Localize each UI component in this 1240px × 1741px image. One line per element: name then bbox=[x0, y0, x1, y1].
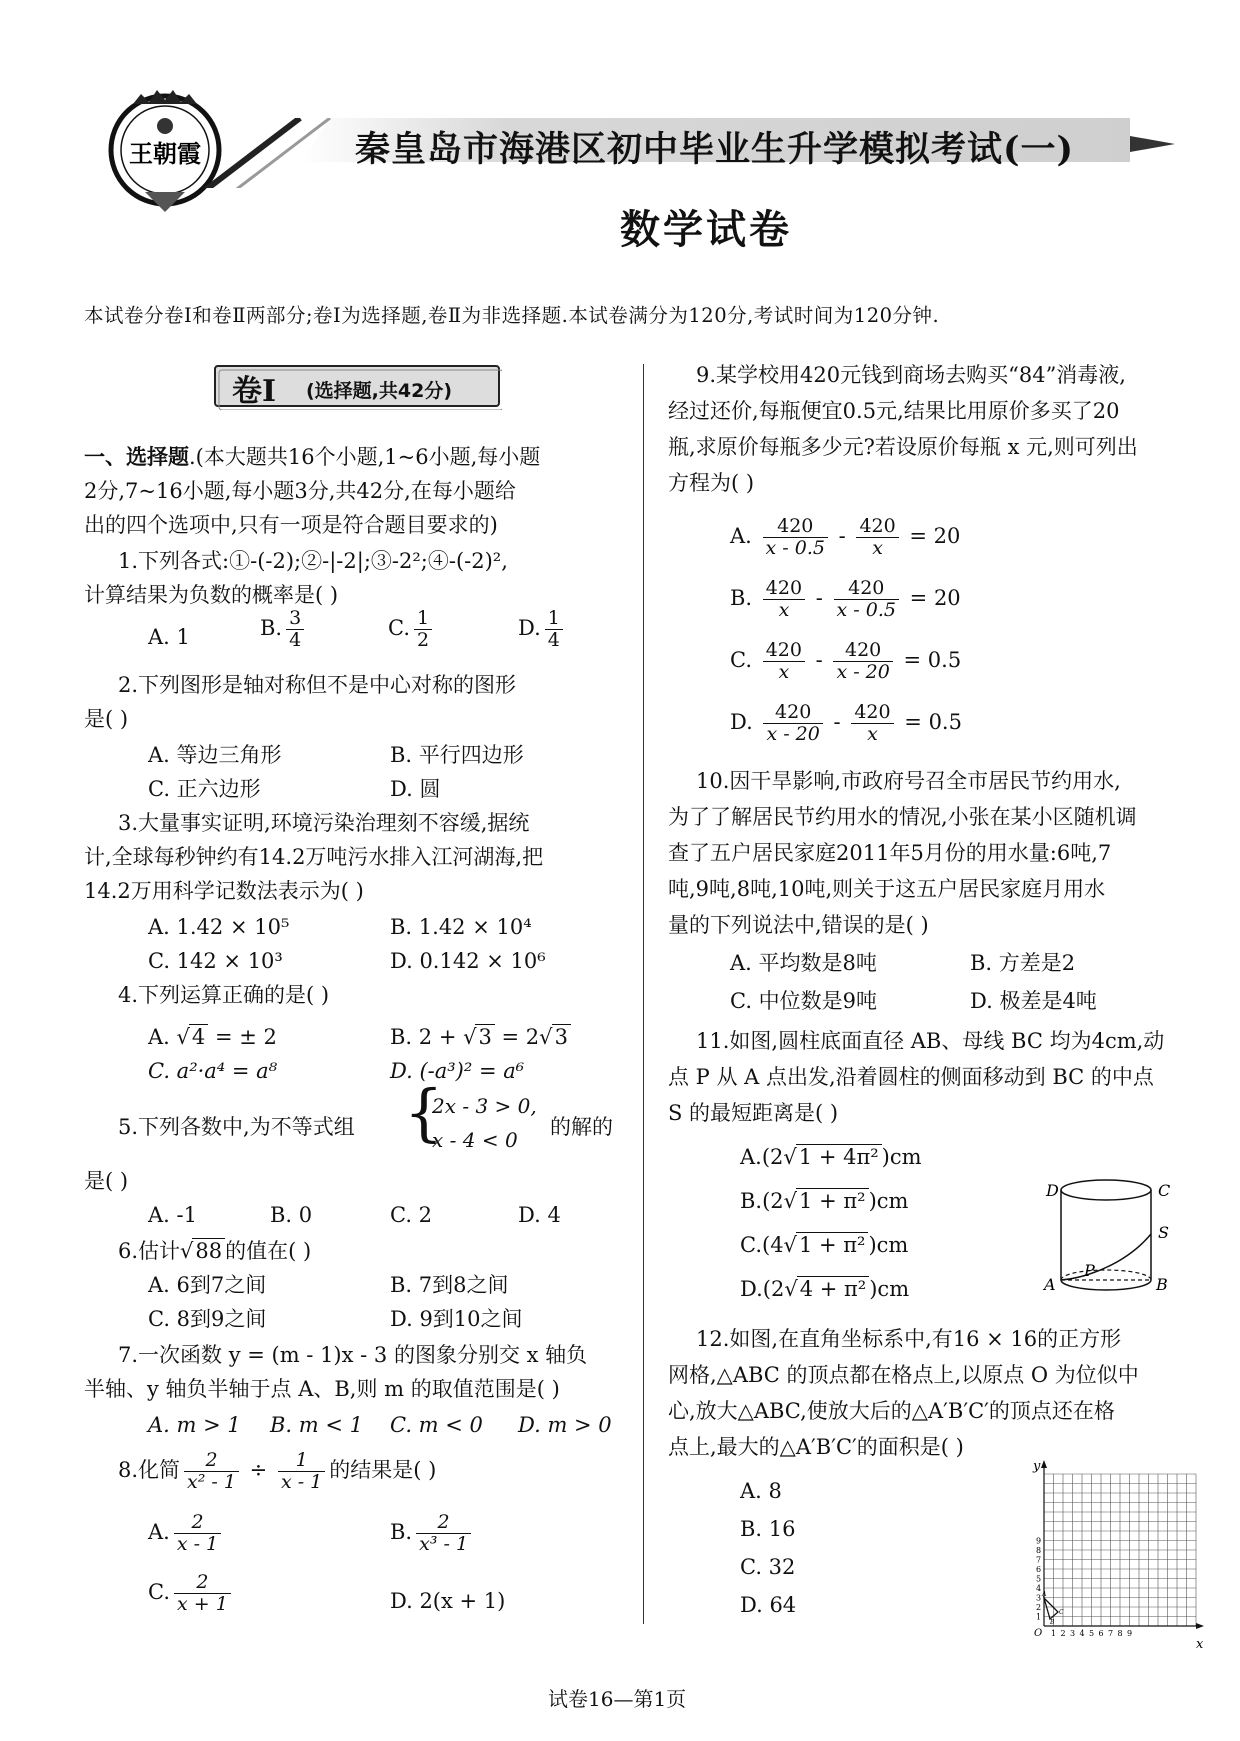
q8-c-label: C. bbox=[148, 1579, 170, 1604]
q11-line2: 点 P 从 A 点出发,沿着圆柱的侧面移动到 BC 的中点 bbox=[668, 1065, 1154, 1089]
q1-option-a[interactable]: A. 1 bbox=[148, 625, 190, 649]
vertex-b-label: B bbox=[1050, 1619, 1055, 1626]
q11-d-post: )cm bbox=[869, 1277, 910, 1301]
q9-a-rhs: = 20 bbox=[909, 523, 961, 548]
q9-a-n1: 420 bbox=[763, 516, 828, 538]
triangle-abc bbox=[1044, 1598, 1058, 1619]
q8-b-fraction bbox=[416, 1512, 471, 1555]
q12-line1: 12.如图,在直角坐标系中,有16 × 16的正方形 bbox=[696, 1327, 1122, 1351]
svg-text:王朝霞: 王朝霞 bbox=[129, 139, 201, 168]
q11-b-post: )cm bbox=[868, 1189, 909, 1213]
q4-b-mid: = 2√ bbox=[494, 1025, 553, 1049]
label-d: D bbox=[1046, 1181, 1059, 1200]
q7-option-d[interactable]: D. m > 0 bbox=[518, 1413, 612, 1437]
q11-option-d[interactable] bbox=[740, 1272, 909, 1306]
q12-option-a[interactable]: A. 8 bbox=[740, 1479, 782, 1503]
q9-a-n2: 420 bbox=[856, 516, 898, 538]
q8-line1 bbox=[118, 1450, 436, 1493]
q9-option-c[interactable] bbox=[730, 640, 961, 683]
q8-a-num: 2 bbox=[174, 1512, 221, 1534]
label-b: B bbox=[1156, 1275, 1168, 1294]
q1-d-num: 1 bbox=[545, 608, 563, 630]
q9-d-frac-1 bbox=[763, 702, 822, 745]
q4-b-radicand-2: 3 bbox=[552, 1024, 571, 1049]
q9-a-frac-1 bbox=[763, 516, 828, 559]
q6-option-a[interactable]: A. 6到7之间 bbox=[148, 1273, 267, 1297]
q10-line1: 10.因干旱影响,市政府号召全市居民节约用水, bbox=[696, 769, 1121, 793]
q9-c-d2: x - 20 bbox=[836, 660, 890, 683]
q9-option-a[interactable] bbox=[730, 516, 960, 559]
q11-a-radicand: 1 + 4π² bbox=[796, 1144, 882, 1169]
vertex-c-label: C bbox=[1059, 1609, 1064, 1616]
q9-a-minus: - bbox=[838, 523, 846, 548]
q8-f2-den: x - 1 bbox=[280, 1470, 323, 1493]
y-tick-label: 9 bbox=[1036, 1536, 1042, 1546]
q9-d-n1: 420 bbox=[763, 702, 822, 724]
origin-label: O bbox=[1034, 1628, 1043, 1639]
part-one-desc-3: 出的四个选项中,只有一项是符合题目要求的) bbox=[84, 513, 498, 537]
label-a: A bbox=[1044, 1275, 1056, 1294]
q8-a-den: x - 1 bbox=[176, 1532, 219, 1555]
x-tick-label: 2 bbox=[1060, 1629, 1066, 1638]
q12-line3: 心,放大△ABC,使放大后的△A′B′C′的顶点还在格 bbox=[668, 1399, 1115, 1423]
q8-c-den: x + 1 bbox=[177, 1592, 228, 1615]
q1-b-label: B. bbox=[260, 615, 283, 640]
q11-a-pre: A.(2√ bbox=[740, 1145, 797, 1169]
q9-c-n1: 420 bbox=[763, 640, 805, 662]
q1-c-fraction bbox=[414, 608, 432, 651]
page-footer: 试卷16—第1页 bbox=[548, 1687, 687, 1711]
q9-line1: 9.某学校用420元钱到商场去购买“84”消毒液, bbox=[696, 363, 1126, 387]
q2-option-a[interactable]: A. 等边三角形 bbox=[148, 743, 282, 767]
q4-a-post: = ± 2 bbox=[208, 1025, 277, 1049]
grid-lines bbox=[1044, 1474, 1196, 1626]
paper-title: 数学试卷 bbox=[620, 207, 792, 253]
q8-post: 的结果是( ) bbox=[329, 1457, 437, 1482]
x-tick-label: 3 bbox=[1070, 1629, 1076, 1638]
y-tick-label: 5 bbox=[1036, 1574, 1042, 1584]
q11-option-b[interactable] bbox=[740, 1184, 908, 1218]
q8-b-label: B. bbox=[390, 1519, 413, 1544]
q8-f2-num: 1 bbox=[278, 1450, 325, 1472]
q11-option-c[interactable] bbox=[740, 1228, 908, 1262]
q9-a-frac-2 bbox=[856, 516, 898, 559]
q9-line3: 瓶,求原价每瓶多少元?若设原价每瓶 x 元,则可列出 bbox=[668, 435, 1138, 459]
q9-option-b[interactable] bbox=[730, 578, 961, 621]
q6-radicand: 88 bbox=[192, 1238, 225, 1263]
x-tick-label: 6 bbox=[1098, 1629, 1104, 1638]
y-tick-label: 7 bbox=[1036, 1555, 1042, 1565]
exam-title: 秦皇岛市海港区初中毕业生升学模拟考试(一) bbox=[355, 129, 1075, 170]
label-c: C bbox=[1158, 1181, 1171, 1200]
q9-c-rhs: = 0.5 bbox=[903, 647, 962, 672]
q9-b-rhs: = 20 bbox=[909, 585, 961, 610]
q2-option-c[interactable]: C. 正六边形 bbox=[148, 777, 261, 801]
q1-option-c[interactable] bbox=[388, 608, 436, 651]
q1-line2: 计算结果为负数的概率是( ) bbox=[84, 583, 339, 607]
q4-a-pre: A. √ bbox=[148, 1025, 190, 1049]
q5-ineq-1: 2x - 3 > 0, bbox=[432, 1094, 537, 1118]
y-tick-labels bbox=[1036, 1537, 1041, 1622]
q6-option-c[interactable]: C. 8到9之间 bbox=[148, 1307, 267, 1331]
q1-c-num: 1 bbox=[414, 608, 432, 630]
q4-a-radicand: 4 bbox=[189, 1024, 208, 1049]
q2-line2: 是( ) bbox=[84, 707, 129, 731]
q8-fraction-1 bbox=[184, 1450, 239, 1493]
q1-b-fraction bbox=[286, 608, 304, 651]
q9-d-d2: x bbox=[867, 722, 878, 745]
q5-line1: 5.下列各数中,为不等式组 bbox=[118, 1115, 355, 1139]
coordinate-grid-figure bbox=[1028, 1458, 1208, 1658]
x-tick-labels bbox=[1051, 1629, 1132, 1638]
q9-b-frac-2 bbox=[834, 578, 899, 621]
label-s: S bbox=[1158, 1223, 1169, 1242]
q10-option-d[interactable]: D. 极差是4吨 bbox=[970, 989, 1097, 1013]
q9-d-frac-2 bbox=[851, 702, 893, 745]
x-tick-label: 7 bbox=[1108, 1629, 1114, 1638]
q9-a-d2: x bbox=[872, 536, 883, 559]
q8-b-den: x³ - 1 bbox=[419, 1532, 469, 1555]
x-tick-label: 1 bbox=[1051, 1629, 1057, 1638]
y-tick-label: 4 bbox=[1036, 1584, 1042, 1593]
q8-option-d[interactable]: D. 2(x + 1) bbox=[390, 1589, 506, 1613]
q11-a-post: )cm bbox=[881, 1145, 922, 1169]
q9-d-n2: 420 bbox=[851, 702, 893, 724]
right-column bbox=[668, 0, 1208, 1741]
x-tick-label: 4 bbox=[1079, 1629, 1085, 1638]
q8-divide: ÷ bbox=[249, 1457, 268, 1482]
q2-line1: 2.下列图形是轴对称但不是中心对称的图形 bbox=[118, 673, 517, 697]
q1-b-den: 4 bbox=[289, 628, 302, 651]
q8-option-a[interactable] bbox=[148, 1512, 225, 1555]
q12-line2: 网格,△ABC 的顶点都在格点上,以原点 O 为位似中 bbox=[668, 1363, 1139, 1387]
q8-a-fraction bbox=[174, 1512, 221, 1555]
part-one-heading: 一、选择题 bbox=[84, 444, 189, 469]
cylinder-figure bbox=[1036, 1174, 1186, 1304]
q7-line1: 7.一次函数 y = (m - 1)x - 3 的图象分别交 x 轴负 bbox=[118, 1343, 588, 1367]
q9-b-label: B. bbox=[730, 585, 753, 610]
section-name: 卷Ⅰ bbox=[232, 374, 277, 409]
q11-d-radicand: 4 + π² bbox=[797, 1276, 870, 1301]
q8-f1-num: 2 bbox=[184, 1450, 239, 1472]
x-tick-label: 5 bbox=[1089, 1629, 1095, 1638]
exam-instructions: 本试卷分卷Ⅰ和卷Ⅱ两部分;卷Ⅰ为选择题,卷Ⅱ为非选择题.本试卷满分为120分,考试时间为120分钟. bbox=[84, 304, 940, 327]
q4-b-pre: B. 2 + √ bbox=[390, 1025, 477, 1049]
q9-b-frac-1 bbox=[763, 578, 805, 621]
q9-d-label: D. bbox=[730, 709, 753, 734]
q11-d-pre: D.(2√ bbox=[740, 1277, 798, 1301]
q1-b-num: 3 bbox=[286, 608, 304, 630]
q9-c-minus: - bbox=[815, 647, 823, 672]
q11-c-pre: C.(4√ bbox=[740, 1233, 797, 1257]
q1-option-d[interactable] bbox=[518, 608, 567, 651]
part-one-desc-2: 2分,7~16小题,每小题3分,共42分,在每小题给 bbox=[84, 479, 516, 503]
q8-b-num: 2 bbox=[416, 1512, 471, 1534]
q3-line1: 3.大量事实证明,环境污染治理刻不容缓,据统 bbox=[118, 811, 530, 835]
q6-post: 的值在( ) bbox=[225, 1239, 312, 1263]
cylinder-top bbox=[1061, 1180, 1151, 1200]
y-tick-label: 2 bbox=[1036, 1603, 1042, 1612]
q10-line5: 量的下列说法中,错误的是( ) bbox=[668, 913, 929, 937]
y-tick-label: 3 bbox=[1036, 1593, 1042, 1603]
q8-a-label: A. bbox=[148, 1519, 170, 1544]
y-axis-arrow bbox=[1041, 1460, 1047, 1468]
q9-option-d[interactable] bbox=[730, 702, 962, 745]
x-axis-arrow bbox=[1196, 1623, 1204, 1629]
y-tick-label: 1 bbox=[1036, 1612, 1042, 1622]
q5-option-d[interactable]: D. 4 bbox=[518, 1203, 561, 1227]
q6-option-b[interactable]: B. 7到8之间 bbox=[390, 1273, 509, 1297]
q11-c-post: )cm bbox=[868, 1233, 909, 1257]
q11-line1: 11.如图,圆柱底面直径 AB、母线 BC 均为4cm,动 bbox=[696, 1029, 1165, 1053]
q1-option-b[interactable] bbox=[260, 608, 308, 651]
q9-d-rhs: = 0.5 bbox=[904, 709, 962, 734]
q12-option-d[interactable]: D. 64 bbox=[740, 1593, 797, 1617]
q1-line1: 1.下列各式:①-(-2);②-|-2|;③-2²;④-(-2)², bbox=[118, 549, 508, 573]
q11-b-radicand: 1 + π² bbox=[796, 1188, 869, 1213]
column-divider bbox=[643, 364, 644, 1624]
q9-b-d2: x - 0.5 bbox=[836, 598, 896, 621]
q1-d-den: 4 bbox=[547, 628, 560, 651]
q9-d-minus: - bbox=[833, 709, 841, 734]
q7-option-a[interactable]: A. m > 1 bbox=[148, 1413, 241, 1437]
q4-option-d[interactable]: D. (-a³)² = a⁶ bbox=[390, 1059, 525, 1083]
q9-c-d1: x bbox=[778, 660, 790, 683]
y-axis-label: y bbox=[1033, 1459, 1041, 1474]
q8-c-num: 2 bbox=[174, 1572, 231, 1594]
y-tick-label: 6 bbox=[1036, 1565, 1042, 1574]
q5-line2: 是( ) bbox=[84, 1169, 129, 1193]
q9-a-d1: x - 0.5 bbox=[765, 536, 825, 559]
q9-c-label: C. bbox=[730, 647, 752, 672]
part-one-intro bbox=[84, 440, 540, 474]
q2-option-d[interactable]: D. 圆 bbox=[390, 777, 441, 801]
q9-line2: 经过还价,每瓶便宜0.5元,结果比用原价多买了20 bbox=[668, 399, 1120, 423]
q4-option-c[interactable]: C. a²·a⁴ = a⁸ bbox=[148, 1059, 278, 1083]
q8-option-b[interactable] bbox=[390, 1512, 475, 1555]
q9-a-label: A. bbox=[730, 523, 752, 548]
q6-option-d[interactable]: D. 9到10之间 bbox=[390, 1307, 523, 1331]
part-one-desc-1: .(本大题共16个小题,1~6小题,每小题 bbox=[189, 445, 541, 469]
q9-b-d1: x bbox=[778, 598, 790, 621]
q9-b-minus: - bbox=[815, 585, 823, 610]
q5-brace: { bbox=[404, 1076, 444, 1149]
q3-line2: 计,全球每秒钟约有14.2万吨污水排入江河湖海,把 bbox=[84, 845, 544, 869]
q11-b-pre: B.(2√ bbox=[740, 1189, 798, 1213]
q11-option-a[interactable] bbox=[740, 1140, 922, 1174]
q8-c-fraction bbox=[174, 1572, 231, 1615]
q9-b-n2: 420 bbox=[834, 578, 899, 600]
q7-option-c[interactable]: C. m < 0 bbox=[390, 1413, 483, 1437]
q12-option-b[interactable]: B. 16 bbox=[740, 1517, 796, 1541]
x-tick-label: 9 bbox=[1127, 1629, 1133, 1638]
q11-line3: S 的最短距离是( ) bbox=[668, 1101, 839, 1125]
q8-pre: 8.化简 bbox=[118, 1457, 181, 1482]
q1-c-den: 2 bbox=[417, 628, 430, 651]
y-tick-label: 8 bbox=[1036, 1546, 1042, 1555]
q5-option-a[interactable]: A. -1 bbox=[148, 1203, 197, 1227]
x-axis-label: x bbox=[1196, 1637, 1204, 1652]
section-note: (选择题,共42分) bbox=[306, 380, 453, 402]
q9-line4: 方程为( ) bbox=[668, 471, 755, 495]
q2-option-b[interactable]: B. 平行四边形 bbox=[390, 743, 524, 767]
q4-option-a[interactable] bbox=[148, 1020, 277, 1054]
q1-d-label: D. bbox=[518, 615, 541, 640]
q9-d-d1: x - 20 bbox=[766, 722, 820, 745]
q10-option-c[interactable]: C. 中位数是9吨 bbox=[730, 989, 878, 1013]
q8-f1-den: x² - 1 bbox=[187, 1470, 236, 1493]
q5-option-b[interactable]: B. 0 bbox=[270, 1203, 313, 1227]
q7-line2: 半轴、y 轴负半轴于点 A、B,则 m 的取值范围是( ) bbox=[84, 1377, 560, 1401]
q4-option-b[interactable] bbox=[390, 1020, 571, 1054]
q3-option-d[interactable]: D. 0.142 × 10⁶ bbox=[390, 949, 546, 973]
q1-c-label: C. bbox=[388, 615, 410, 640]
q6-pre: 6.估计√ bbox=[118, 1239, 194, 1263]
q5-option-c[interactable]: C. 2 bbox=[390, 1203, 433, 1227]
q5-post: 的解的 bbox=[550, 1115, 613, 1139]
q10-line2: 为了了解居民节约用水的情况,小张在某小区随机调 bbox=[668, 805, 1137, 829]
q5-ineq-2: x - 4 < 0 bbox=[432, 1128, 518, 1152]
q8-fraction-2 bbox=[278, 1450, 325, 1493]
q3-option-a[interactable]: A. 1.42 × 10⁵ bbox=[148, 915, 290, 939]
label-p: P bbox=[1084, 1261, 1095, 1280]
q9-c-frac-2 bbox=[833, 640, 892, 683]
vertex-a-label: A bbox=[1042, 1591, 1047, 1598]
q11-c-radicand: 1 + π² bbox=[796, 1232, 869, 1257]
q4-line1: 4.下列运算正确的是( ) bbox=[118, 983, 330, 1007]
left-column bbox=[84, 0, 624, 1741]
q1-d-fraction bbox=[545, 608, 563, 651]
q9-b-n1: 420 bbox=[763, 578, 805, 600]
q10-line4: 吨,9吨,8吨,10吨,则关于这五户居民家庭月用水 bbox=[668, 877, 1106, 901]
q9-c-n2: 420 bbox=[833, 640, 892, 662]
q6-line1 bbox=[118, 1234, 311, 1268]
q10-option-b[interactable]: B. 方差是2 bbox=[970, 951, 1076, 975]
q9-c-frac-1 bbox=[763, 640, 805, 683]
q12-option-c[interactable]: C. 32 bbox=[740, 1555, 796, 1579]
q3-line3: 14.2万用科学记数法表示为( ) bbox=[84, 879, 364, 903]
q3-option-b[interactable]: B. 1.42 × 10⁴ bbox=[390, 915, 532, 939]
x-tick-label: 8 bbox=[1117, 1629, 1123, 1638]
q3-option-c[interactable]: C. 142 × 10³ bbox=[148, 949, 283, 973]
q7-option-b[interactable]: B. m < 1 bbox=[270, 1413, 364, 1437]
q4-b-radicand: 3 bbox=[475, 1024, 494, 1049]
cylinder-bottom-front bbox=[1061, 1280, 1151, 1290]
q8-option-c[interactable] bbox=[148, 1572, 235, 1615]
q10-line3: 查了五户居民家庭2011年5月份的用水量:6吨,7 bbox=[668, 841, 1112, 865]
q10-option-a[interactable]: A. 平均数是8吨 bbox=[730, 951, 877, 975]
q12-line4: 点上,最大的△A′B′C′的面积是( ) bbox=[668, 1435, 964, 1459]
